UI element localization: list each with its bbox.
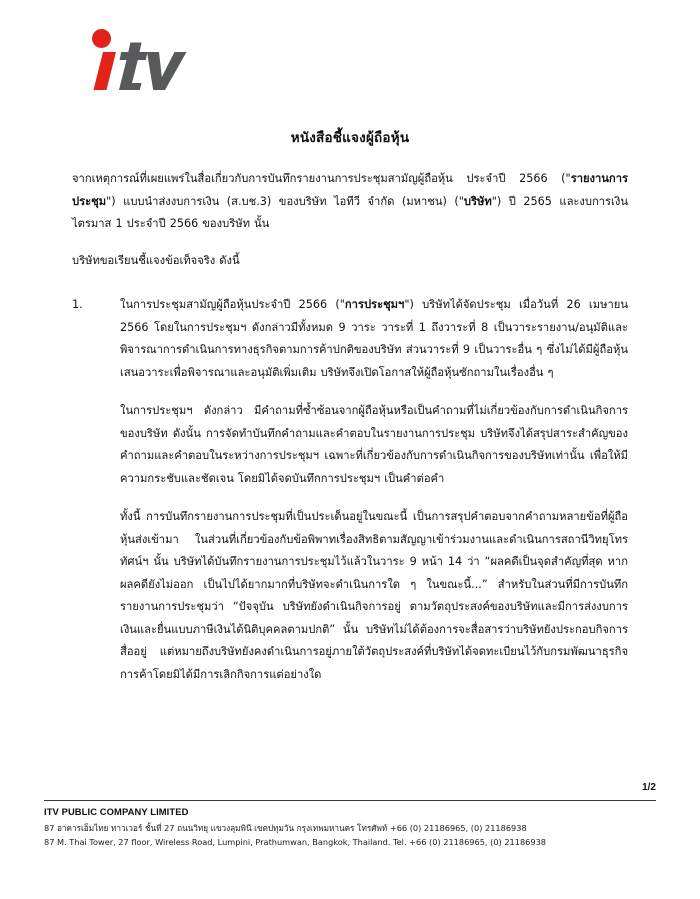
- footer-divider: [44, 800, 656, 801]
- intro-text-a: จากเหตุการณ์ที่เผยแพร่ในสื่อเกี่ยวกับการบันทึกรายงานการประชุมสามัญผู้ถือหุ้น ประจำปี 2566 (": [72, 172, 571, 185]
- intro-bold-2: บริษัท: [463, 194, 492, 208]
- item-1-paragraph-2: ในการประชุมฯ ดังกล่าว มีคำถามที่ซ้ำซ้อนจากผู้ถือหุ้นหรือเป็นคำถามที่ไม่เกี่ยวข้องกับการดำเนินกิจการของบริษัท ดังนั้น การจัดทำบันทึกคำถามและคำตอบในรายงานการประชุม บริษัทจึงได้สรุปสาระสำคัญของคำถามและคำตอบในระหว่างการประชุมฯ เฉพาะที่เกี่ยวข้องกับการดำเนินกิจการของบริษัทเท่านั้น เพื่อให้มีความกระชับและชัดเจน โดยมิได้จดบันทึกการประชุมฯ เป็นคำต่อคำ: [120, 404, 628, 485]
- intro-bold-1: รายงานการประชุม: [72, 172, 628, 208]
- item-1-paragraph-3: ทั้งนี้ การบันทึกรายงานการประชุมที่เป็นประเด็นอยู่ในขณะนี้ เป็นการสรุปคำตอบจากคำถามหลายข้อที่ผู้ถือหุ้นส่งเข้ามา ในส่วนที่เกี่ยวข้องกับข้อพิพาทเรื่องสิทธิตามสัญญาเข้าร่วมงานและดำเนินการสถานีวิทยุโทรทัศน์ฯ นั้น บริษัทได้บันทึกรายงานการประชุมไว้แล้วในวาระ 9 หน้า 14 ว่า “ผลคดีเป็นจุดสำคัญที่สุด หากผลคดียังไม่ออก เป็นไปได้ยากมากที่บริษัทจะดำเนินการใด ๆ ในขณะนี้...” สำหรับในส่วนที่มีการบันทึกรายงานการประชุมว่า “ปัจจุบัน บริษัทยังดำเนินกิจการอยู่ ตามวัตถุประสงค์ของบริษัทและมีการส่งงบการเงินและยื่นแบบภาษีเงินได้นิติบุคคลตามปกติ” นั้น บริษัทไม่ได้ต้องการจะสื่อสารว่าบริษัทยังประกอบกิจการสื่ออยู่ แต่หมายถึงบริษัทยังคงดำเนินการอยู่ภายใต้วัตถุประสงค์ที่บริษัทได้จดทะเบียนไว้กับกรมพัฒนาธุรกิจการค้าโดยมิได้มีการเลิกกิจการแต่อย่างใด: [120, 510, 628, 681]
- intro-text-b: ") แบบนำส่งงบการเงิน (ส.บช.3) ของบริษัท ไอทีวี จำกัด (มหาชน) (": [106, 194, 464, 208]
- list-item-number: 1.: [72, 298, 83, 311]
- list-item-body: [120, 294, 628, 686]
- page-number: 1/2: [642, 782, 656, 793]
- footer-address-thai: 87 อาคารเอ็มไทย ทาวเวอร์ ชั้นที่ 27 ถนนวิทยุ แขวงลุมพินี เขตปทุมวัน กรุงเทพมหานคร โทรศัพท์ +66 (0) 21186965, (0) 21186938: [44, 823, 527, 833]
- footer-address-english: 87 M. Thai Tower, 27 floor, Wireless Road, Lumpini, Prathumwan, Bangkok, Thailand. Tel. +66 (0) 21186965, (0) 21186938: [44, 837, 546, 847]
- itv-logo-icon: [83, 28, 193, 98]
- intro-paragraph-2: บริษัทขอเรียนชี้แจงข้อเท็จจริง ดังนี้: [72, 253, 240, 267]
- item-1-text-b: ") บริษัทได้จัดประชุม เมื่อวันที่ 26 เมษายน 2566 โดยในการประชุมฯ ดังกล่าวมีทั้งหมด 9 วาระ วาระที่ 1 ถึงวาระที่ 8 เป็นวาระรายงาน/อนุมัติและพิจารณาการดำเนินการทางธุรกิจตามการค้าปกติของบริษัท ส่วนวาระที่ 9 เป็นวาระอื่น ๆ ซึ่งไม่ได้มีผู้ถือหุ้นเสนอวาระเพื่อพิจารณาและอนุมัติเพิ่มเติม บริษัทจึงเปิดโอกาสให้ผู้ถือหุ้นซักถามในเรื่องอื่น ๆ: [120, 298, 628, 379]
- item-1-paragraph-1: [120, 294, 628, 384]
- intro-text-c: ") ปี 2565 และงบการเงินไตรมาส 1 ประจำปี 2566 ของบริษัท นั้น: [72, 194, 628, 230]
- item-1-bold-1: การประชุมฯ: [344, 298, 405, 311]
- footer-company-name: ITV PUBLIC COMPANY LIMITED: [44, 806, 189, 817]
- itv-logo: [83, 28, 193, 98]
- intro-paragraph-1: [72, 168, 628, 236]
- footer: [44, 806, 656, 849]
- document-body: [72, 168, 628, 686]
- item-1-text-a: ในการประชุมสามัญผู้ถือหุ้นประจำปี 2566 (": [120, 298, 345, 311]
- list-item: [72, 294, 628, 686]
- page-title: หนังสือชี้แจงผู้ถือหุ้น: [290, 130, 410, 146]
